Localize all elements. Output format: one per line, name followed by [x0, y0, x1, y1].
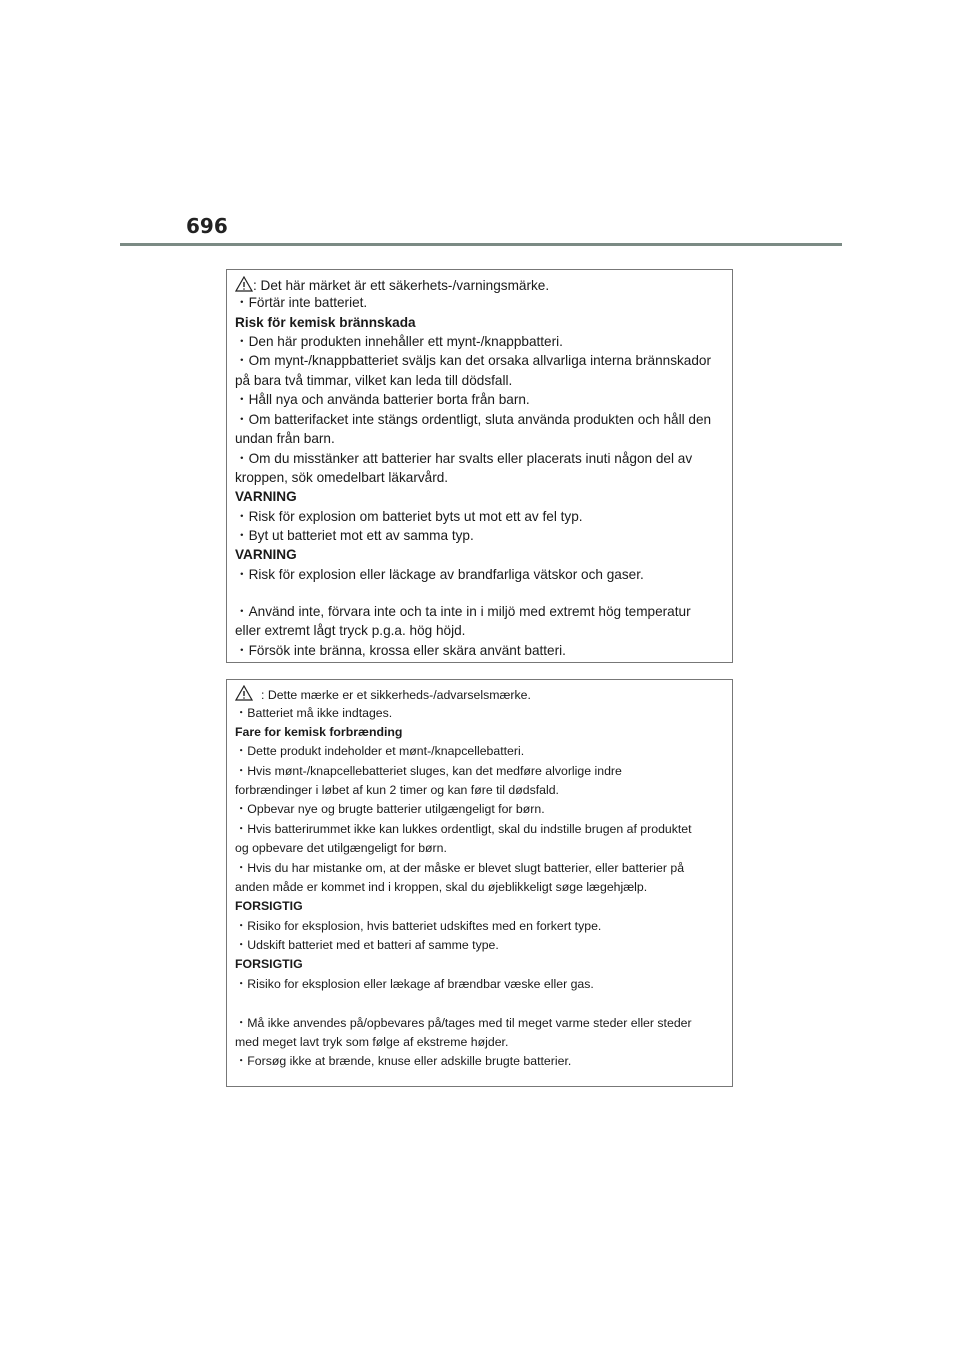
page-number: 696 — [186, 214, 228, 238]
warning-line: ・Batteriet må ikke indtages. — [235, 706, 393, 720]
warning-line: ・Hvis batterirummet ikke kan lukkes ordentligt, skal du indstille brugen af produktet — [235, 822, 692, 836]
warning-heading: VARNING — [235, 547, 297, 562]
warning-line: ・Risk för explosion om batteriet byts ut mot ett av fel typ. — [235, 509, 583, 524]
warning-heading: FORSIGTIG — [235, 957, 303, 971]
warning-line: på bara två timmar, vilket kan leda till dödsfall. — [235, 373, 513, 388]
warning-line: kroppen, sök omedelbart läkarvård. — [235, 470, 449, 485]
warning-line: ・Må ikke anvendes på/opbevares på/tages med til meget varme steder eller steder — [235, 1016, 692, 1030]
warning-line: ・Forsøg ikke at brænde, knuse eller adskille brugte batterier. — [235, 1054, 572, 1068]
warning-line: ・Byt ut batteriet mot ett av samma typ. — [235, 528, 474, 543]
warning-line: ・Risiko for eksplosion, hvis batteriet udskiftes med en forkert type. — [235, 919, 602, 933]
header-rule — [120, 243, 842, 246]
warning-line: ・Risk för explosion eller läckage av brandfarliga vätskor och gaser. — [235, 567, 644, 582]
warning-line: undan från barn. — [235, 431, 335, 446]
warning-line: ・Opbevar nye og brugte batterier utilgængeligt for børn. — [235, 802, 545, 816]
warning-line: ・Udskift batteriet med et batteri af samme type. — [235, 938, 499, 952]
warning-triangle-icon — [235, 276, 253, 294]
warning-triangle-icon — [235, 685, 253, 703]
warning-line: ・Håll nya och använda batterier borta från barn. — [235, 392, 530, 407]
warning-line: eller extremt lågt tryck p.g.a. hög höjd. — [235, 623, 466, 638]
warning-line: ・Hvis mønt-/knapcellebatteriet sluges, kan det medføre alvorlige indre — [235, 764, 622, 778]
warning-line: med meget lavt tryk som følge af ekstreme højder. — [235, 1035, 509, 1049]
warning-line: ・Förtär inte batteriet. — [235, 295, 368, 310]
warning-line-text: : Dette mærke er et sikkerheds-/advarselsmærke. — [261, 688, 531, 702]
warning-line: ・Dette produkt indeholder et mønt-/knapcellebatteri. — [235, 744, 525, 758]
warning-line: forbrændinger i løbet af kun 2 timer og kan føre til dødsfald. — [235, 783, 559, 797]
warning-heading: Risk för kemisk brännskada — [235, 315, 416, 330]
warning-line: ・Om batterifacket inte stängs ordentligt, sluta använda produkten och håll den — [235, 412, 712, 427]
warning-line-text: : Det här märket är ett säkerhets-/varningsmärke. — [253, 278, 550, 293]
warning-line: anden måde er kommet ind i kroppen, skal du øjeblikkeligt søge lægehjælp. — [235, 880, 648, 894]
warning-line: ・Använd inte, förvara inte och ta inte in i miljö med extremt hög temperatur — [235, 604, 691, 619]
warning-line — [235, 685, 531, 703]
warning-box-danish — [226, 679, 733, 1087]
warning-line: ・Om du misstänker att batterier har svalts eller placerats inuti någon del av — [235, 451, 693, 466]
warning-line — [235, 276, 549, 294]
warning-line: og opbevare det utilgængeligt for børn. — [235, 841, 447, 855]
warning-line: ・Om mynt-/knappbatteriet sväljs kan det orsaka allvarliga interna brännskador — [235, 353, 712, 368]
warning-box-swedish — [226, 269, 733, 663]
warning-line: ・Risiko for eksplosion eller lækage af brændbar væske eller gas. — [235, 977, 594, 991]
warning-heading: Fare for kemisk forbrænding — [235, 725, 403, 739]
warning-line: ・Försök inte bränna, krossa eller skära använt batteri. — [235, 643, 566, 658]
warning-line: ・Den här produkten innehåller ett mynt-/knappbatteri. — [235, 334, 563, 349]
warning-line: ・Hvis du har mistanke om, at der måske er blevet slugt batterier, eller batterier på — [235, 861, 685, 875]
warning-heading: VARNING — [235, 489, 297, 504]
warning-heading: FORSIGTIG — [235, 899, 303, 913]
